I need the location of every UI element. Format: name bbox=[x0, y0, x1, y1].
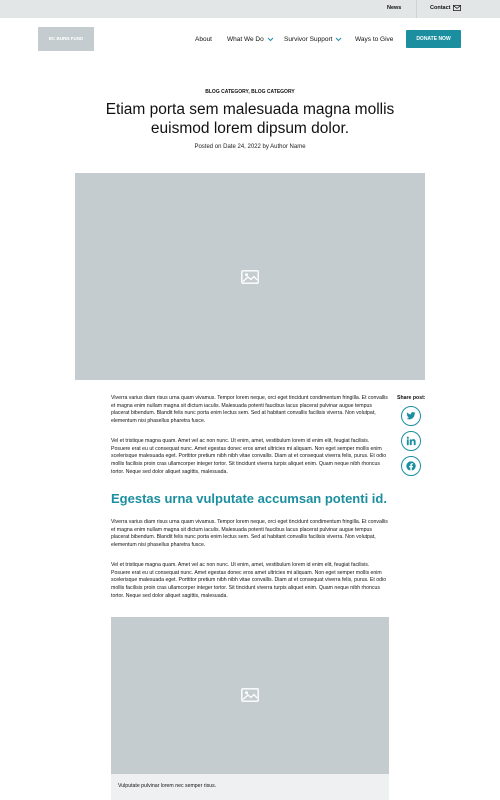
share-twitter-button[interactable] bbox=[401, 406, 421, 426]
nav-about[interactable]: About bbox=[195, 36, 212, 43]
nav-survivor-support[interactable] bbox=[284, 36, 342, 43]
article-title-line: Etiam porta sem malesuada magna mollis bbox=[105, 101, 395, 118]
image-placeholder-icon bbox=[241, 688, 259, 702]
image-placeholder-icon bbox=[241, 270, 259, 284]
mail-icon[interactable] bbox=[453, 5, 461, 11]
site-logo[interactable] bbox=[38, 27, 94, 51]
hero-image bbox=[75, 173, 425, 380]
nav-survivor-support-label: Survivor Support bbox=[284, 36, 333, 43]
article-paragraph: Vel et tristique magna quam. Amet vel ac non nunc. Ut enim, amet, vestibulum lorem id enim elit, feugiat facilisis. Posuere erat eu ut consequat nunc. Amet egestas donec eros amet ultricies mi aliquam. Non eget semper mollis enim scelerisque malesuada eget. Porttitor pretium nibh nibh vitae convallis. Diam at et consequat viverra felis, purus. Et odio mollis facilisis proin cras ullamcorper integer tortor. Sit tincidunt viverra turpis aliquet enim. Quam neque nibh rhoncus tortor. Neque sed dolor aliquet sagittis, malesuada. bbox=[111, 562, 387, 599]
figure-caption-box bbox=[111, 774, 389, 800]
nav-what-we-do[interactable] bbox=[227, 36, 274, 43]
article-category[interactable]: BLOG CATEGORY, BLOG CATEGORY bbox=[205, 89, 295, 95]
share-label: Share post: bbox=[397, 395, 426, 401]
article-paragraph: Viverra varius diam risus urna quam vivamus. Tempor lorem neque, orci eget tincidunt condimentum fringilla. Et convallis et magna enim nullam magna sit dictum iaculis. Malesuada potenti faucibus lacus placerat pulvinar augue tempus placerat bibendum. Blandit felis nunc porta enim lectus sem. Sed at habitant convallis facilisis viverra. Non volutpat, elementum nisi phasellus pharetra fusce. bbox=[111, 395, 388, 425]
facebook-icon bbox=[406, 461, 416, 471]
share-linkedin-button[interactable] bbox=[401, 431, 421, 451]
contact-link[interactable]: Contact bbox=[430, 5, 451, 11]
nav-what-we-do-label: What We Do bbox=[227, 36, 264, 43]
article-title-line: euismod lorem dipsum dolor. bbox=[150, 120, 350, 137]
linkedin-icon bbox=[406, 436, 416, 446]
figure-caption: Vulputate pulvinar lorem nec semper risus. bbox=[118, 783, 217, 789]
donate-button[interactable]: DONATE NOW bbox=[406, 30, 461, 48]
twitter-icon bbox=[406, 411, 416, 421]
utility-bar bbox=[0, 0, 500, 18]
utility-divider bbox=[416, 0, 417, 18]
article-figure-image bbox=[111, 617, 389, 774]
share-facebook-button[interactable] bbox=[401, 456, 421, 476]
article-subheading: Egestas urna vulputate accumsan potenti id. bbox=[111, 491, 387, 506]
article-paragraph: Vel et tristique magna quam. Amet vel ac non nunc. Ut enim, amet, vestibulum lorem id enim elit, feugiat facilisis. Posuere erat eu ut consequat nunc. Amet egestas donec eros amet ultricies mi aliquam. Non eget semper mollis enim scelerisque malesuada eget. Porttitor pretium nibh nibh vitae convallis. Diam at et consequat viverra felis, purus. Et odio mollis facilisis proin cras ullamcorper integer tortor. Sit tincidunt viverra turpis aliquet enim. Quam neque nibh rhoncus tortor. Neque sed dolor aliquet sagittis, malesuada. bbox=[111, 438, 387, 475]
chevron-down-icon bbox=[267, 37, 274, 42]
article-meta: Posted on Date 24, 2022 by Author Name bbox=[194, 144, 306, 150]
logo-text: BC BURN FUND bbox=[48, 36, 84, 41]
news-link[interactable]: News bbox=[387, 5, 402, 11]
nav-ways-to-give[interactable]: Ways to Give bbox=[355, 36, 394, 43]
article-paragraph: Viverra varius diam risus urna quam vivamus. Tempor lorem neque, orci eget tincidunt condimentum fringilla. Et convallis et magna enim nullam magna sit dictum iaculis. Malesuada potenti faucibus lacus placerat pulvinar augue tempus placerat bibendum. Blandit felis nunc porta enim lectus sem. Sed at habitant convallis facilisis viverra. Non volutpat, elementum nisi phasellus pharetra fusce. bbox=[111, 519, 388, 549]
chevron-down-icon bbox=[335, 37, 342, 42]
article-title bbox=[90, 100, 410, 138]
